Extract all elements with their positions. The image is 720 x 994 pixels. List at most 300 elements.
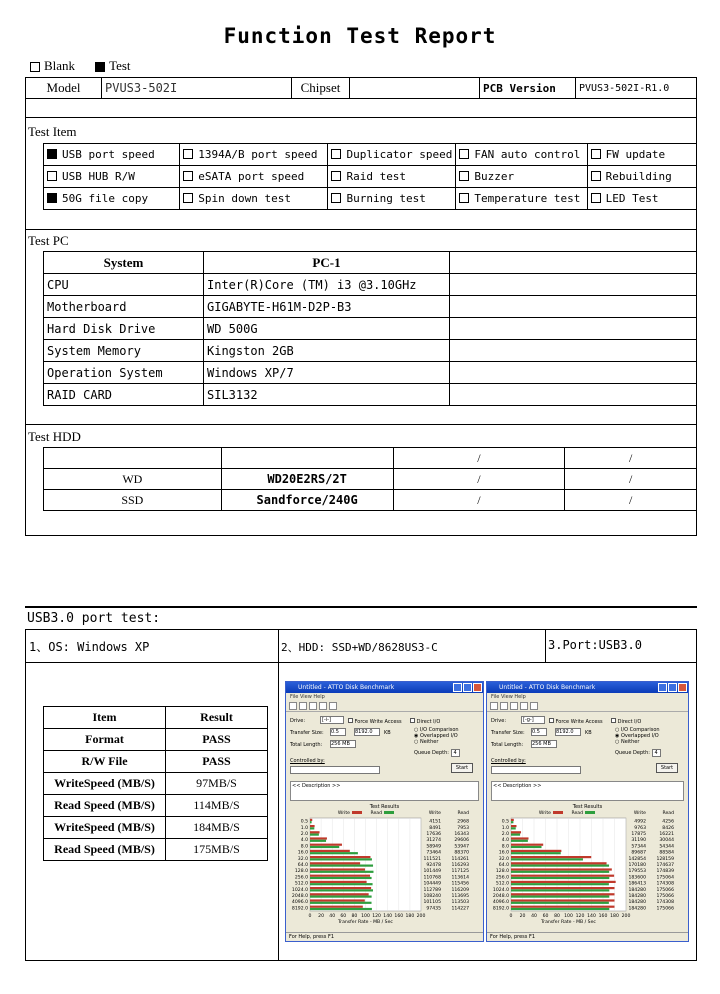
unchecked-box-icon[interactable] (459, 193, 469, 203)
opt-direct: Direct I/O (416, 719, 441, 725)
x-tick-label: 20 (519, 914, 526, 919)
atto-title: Untitled - ATTO Disk Benchmark (298, 684, 395, 691)
y-tick-label: 4096.0 (291, 900, 308, 906)
write-value: 73464 (426, 850, 441, 856)
filled-box-icon (95, 62, 105, 72)
bar-write (511, 881, 616, 883)
bar-write (511, 844, 543, 846)
bar-read (511, 865, 609, 867)
write-value: 104449 (423, 881, 441, 887)
empty-cell (450, 384, 697, 406)
x-tick-label: 60 (340, 914, 347, 919)
bar-read (310, 883, 373, 885)
queue-depth[interactable]: 4 (652, 749, 661, 757)
pcb-label: PCB Version (480, 78, 576, 99)
bar-write (310, 831, 320, 833)
status-bar: For Help, press F1 (286, 932, 483, 941)
chipset-label: Chipset (292, 78, 350, 99)
atto-window-2 (486, 681, 689, 942)
radio-icon[interactable]: ○ (414, 739, 419, 745)
y-tick-label: 2048.0 (492, 894, 509, 899)
x-tick-label: 0 (509, 914, 513, 919)
new-icon[interactable] (289, 702, 297, 710)
results-row (44, 839, 268, 861)
test-hdd-cell: WD (44, 469, 222, 490)
y-tick-label: 1.0 (501, 825, 509, 831)
results-row (44, 751, 268, 773)
bar-write (310, 875, 370, 877)
result-value: 114MB/S (166, 795, 268, 817)
unchecked-box-icon[interactable] (183, 171, 193, 181)
maximize-icon[interactable] (668, 683, 677, 692)
spec-name: System Memory (44, 340, 204, 362)
y-tick-label: 2.0 (300, 832, 308, 837)
y-tick-label: 32.0 (297, 856, 308, 862)
test-item-label: Spin down test (198, 192, 292, 205)
test-pc-label: Test PC (28, 233, 69, 248)
close-icon[interactable] (473, 683, 482, 692)
start-button[interactable]: Start (451, 763, 473, 773)
test-hdd-row (44, 490, 697, 511)
write-value: 8491 (429, 825, 441, 831)
bar-write (511, 899, 614, 901)
test-hdd-cell: SSD (44, 490, 222, 511)
queue-depth[interactable]: 4 (451, 749, 460, 757)
atto-titlebar (286, 682, 483, 693)
total-length[interactable]: 256 MB (330, 740, 356, 748)
print-icon[interactable] (520, 702, 528, 710)
help-icon[interactable] (329, 702, 337, 710)
atto-settings: Drive: [-i-] Force Write Access Direct I/O Transfer Size: 0.5 8192.0 KB ○ I/O Comparison ◉ Overlapped I/O ○ Neither Total Length: 256 MB Queue Depth: 4 Controlled by: Start (290, 716, 479, 778)
divider (25, 117, 697, 118)
x-tick-label: 120 (372, 914, 381, 919)
read-value: 115456 (451, 881, 469, 887)
bar-read (511, 896, 609, 898)
bar-write (511, 906, 614, 908)
y-tick-label: 256.0 (294, 875, 308, 881)
y-tick-label: 16.0 (297, 850, 308, 856)
write-value: 31190 (631, 838, 646, 844)
y-tick-label: 1.0 (300, 825, 308, 831)
atto-settings: Drive: [-g-] Force Write Access Direct I/O Transfer Size: 0.5 8192.0 KB ○ I/O Comparison ◉ Overlapped I/O ○ Neither Total Length: 256 MB Queue Depth: 4 Controlled by: Start (491, 716, 684, 778)
bar-read (511, 902, 609, 904)
write-value: 101449 (423, 869, 441, 875)
drive-select[interactable]: [-g-] (521, 716, 545, 724)
controlled-by: Controlled by: (290, 758, 325, 764)
radio-icon[interactable]: ◉ (615, 733, 620, 739)
save-icon[interactable] (309, 702, 317, 710)
read-value: 114227 (451, 906, 469, 912)
usb3-port: 3.Port:USB3.0 (548, 638, 642, 652)
description-box[interactable]: << Description >> (491, 781, 684, 801)
open-icon[interactable] (500, 702, 508, 710)
opt-direct: Direct I/O (617, 719, 642, 725)
results-title: Test Results (369, 804, 400, 810)
test-pc-table (43, 251, 697, 406)
write-value: 9763 (634, 825, 646, 831)
write-value: 184280 (628, 906, 646, 912)
test-hdd-row (44, 448, 697, 469)
bar-write (310, 868, 365, 870)
col-pc: PC-1 (204, 252, 450, 274)
bar-read (310, 821, 312, 823)
read-value: 174308 (656, 900, 674, 906)
opt-force: Force Write Access (555, 719, 603, 725)
bar-read (511, 871, 609, 873)
bar-read (310, 858, 372, 860)
unchecked-box-icon[interactable] (331, 193, 341, 203)
bar-write (310, 844, 342, 846)
legend-write: Write (538, 811, 551, 816)
test-item-label: LED Test (605, 192, 659, 205)
opt-overlapped: Overlapped I/O (419, 733, 458, 739)
result-value: 184MB/S (166, 817, 268, 839)
results-row (44, 729, 268, 751)
read-value: 175066 (656, 887, 674, 893)
test-item-label: 1394A/B port speed (198, 148, 318, 161)
x-tick-label: 160 (598, 914, 608, 919)
checkbox-icon[interactable] (348, 718, 353, 723)
legend-write-swatch (352, 811, 362, 814)
minimize-icon[interactable] (453, 683, 462, 692)
test-item-cell (587, 188, 696, 210)
x-tick-label: 80 (351, 914, 358, 919)
spec-value: GIGABYTE-H61M-D2P-B3 (204, 296, 450, 318)
results-row (44, 817, 268, 839)
test-hdd-cell: / (565, 490, 697, 511)
unchecked-box-icon[interactable] (591, 171, 601, 181)
bar-write (511, 825, 516, 827)
bar-write (511, 831, 521, 833)
read-value: 30044 (659, 838, 674, 844)
read-value: 114261 (451, 856, 469, 862)
checked-box-icon[interactable] (47, 149, 57, 159)
legend-read: Read (571, 811, 583, 816)
bar-write (511, 850, 561, 852)
bar-read (511, 846, 542, 848)
y-tick-label: 2048.0 (291, 894, 308, 899)
bar-write (310, 825, 315, 827)
radio-icon[interactable]: ◉ (414, 733, 419, 739)
result-value: 175MB/S (166, 839, 268, 861)
empty-cell (450, 296, 697, 318)
x-tick-label: 40 (329, 914, 336, 919)
bar-read (511, 858, 583, 860)
read-value: 2968 (457, 819, 469, 825)
usb3-heading: USB3.0 port test: (27, 611, 161, 626)
unchecked-box-icon[interactable] (183, 149, 193, 159)
save-icon[interactable] (510, 702, 518, 710)
legend-blank-label: Blank (44, 58, 76, 73)
y-tick-label: 64.0 (297, 863, 308, 868)
test-hdd-cell: / (393, 469, 565, 490)
bar-read (511, 827, 516, 829)
drive-select[interactable]: [-i-] (320, 716, 344, 724)
write-value: 184280 (628, 887, 646, 893)
bar-read (511, 889, 609, 891)
close-icon[interactable] (678, 683, 687, 692)
transfer-from[interactable]: 0.5 (330, 728, 346, 736)
read-value: 88370 (454, 850, 469, 856)
model-value: PVUS3-502I (102, 78, 292, 99)
new-icon[interactable] (490, 702, 498, 710)
test-hdd-cell: Sandforce/240G (221, 490, 393, 511)
test-item-row (44, 188, 697, 210)
result-item: Format (44, 729, 166, 751)
results-table (43, 706, 268, 861)
start-button[interactable]: Start (656, 763, 678, 773)
test-item-cell (328, 144, 456, 166)
results-row (44, 773, 268, 795)
transfer-unit: KB (384, 730, 391, 736)
test-pc-row (44, 362, 697, 384)
read-value: 128159 (656, 856, 674, 862)
col-read-header: Read (457, 811, 469, 816)
bar-write (511, 862, 607, 864)
spec-name: Operation System (44, 362, 204, 384)
bar-read (310, 846, 339, 848)
write-value: 183600 (628, 875, 646, 881)
result-value: 97MB/S (166, 773, 268, 795)
legend-test (95, 58, 130, 74)
usb3-os: 1、OS: Windows XP (29, 640, 150, 654)
read-value: 53947 (454, 844, 469, 850)
spec-value: Inter(R)Core (TM) i3 @3.10GHz (204, 274, 450, 296)
y-tick-label: 64.0 (498, 863, 509, 868)
test-item-cell (456, 166, 587, 188)
test-item-label: USB port speed (62, 148, 155, 161)
bar-write (511, 856, 591, 858)
pcb-value: PVUS3-502I-R1.0 (576, 78, 697, 99)
opt-force: Force Write Access (354, 719, 402, 725)
test-hdd-cell (221, 448, 393, 469)
bar-write (511, 893, 614, 895)
col-system: System (44, 252, 204, 274)
unchecked-box-icon[interactable] (331, 149, 341, 159)
print-icon[interactable] (319, 702, 327, 710)
usb3-vdivider-2 (545, 629, 546, 662)
bar-write (310, 819, 312, 821)
test-item-label: Burning test (346, 192, 426, 205)
test-item-label: 50G file copy (62, 192, 149, 205)
legend-blank (30, 58, 75, 74)
bar-read (511, 877, 609, 879)
legend (30, 58, 131, 74)
x-tick-label: 200 (416, 914, 426, 919)
read-value: 4256 (662, 819, 674, 825)
test-item-cell (587, 166, 696, 188)
atto-toolbar (286, 701, 483, 712)
write-value: 101105 (423, 900, 441, 906)
legend-read: Read (370, 811, 382, 816)
read-value: 113695 (451, 894, 469, 899)
test-item-label: Rebuilding (605, 170, 672, 183)
status-bar: For Help, press F1 (487, 932, 688, 941)
unchecked-box-icon[interactable] (591, 149, 601, 159)
x-tick-label: 180 (610, 914, 619, 919)
description-box[interactable]: << Description >> (290, 781, 479, 801)
minimize-icon[interactable] (658, 683, 667, 692)
empty-cell (450, 252, 697, 274)
test-hdd-cell (44, 448, 222, 469)
page-title: Function Test Report (223, 24, 497, 48)
read-value: 174308 (656, 881, 674, 887)
test-pc-row (44, 296, 697, 318)
test-hdd-cell: WD20E2RS/2T (221, 469, 393, 490)
unchecked-box-icon[interactable] (183, 193, 193, 203)
divider (25, 424, 697, 425)
atto-menu[interactable]: File View Help (290, 694, 325, 700)
write-value: 112789 (423, 887, 441, 893)
bar-write (511, 887, 614, 889)
write-value: 184280 (628, 894, 646, 899)
radio-icon[interactable]: ○ (615, 739, 620, 745)
test-hdd-cell: / (393, 490, 565, 511)
radio-icon[interactable]: ○ (615, 727, 620, 733)
maximize-icon[interactable] (463, 683, 472, 692)
write-value: 57344 (631, 844, 646, 850)
x-tick-label: 120 (575, 914, 585, 919)
x-axis-label: Transfer Rate - MB / Sec (541, 920, 596, 925)
y-tick-label: 4.0 (501, 838, 509, 844)
result-value: PASS (166, 729, 268, 751)
read-value: 174637 (656, 863, 674, 868)
empty-cell (450, 274, 697, 296)
bar-write (310, 837, 327, 839)
transfer-unit: KB (585, 730, 592, 736)
test-item-label: eSATA port speed (198, 170, 305, 183)
empty-cell (450, 318, 697, 340)
write-value: 184280 (628, 900, 646, 906)
test-hdd-cell: / (393, 448, 565, 469)
spec-name: Motherboard (44, 296, 204, 318)
checked-box-icon[interactable] (47, 193, 57, 203)
y-tick-label: 8.0 (501, 844, 509, 850)
test-item-label: FAN auto control (474, 148, 581, 161)
col-write-header: Write (428, 811, 441, 816)
result-item: WriteSpeed (MB/S) (44, 773, 166, 795)
help-icon[interactable] (530, 702, 538, 710)
bar-write (310, 899, 365, 901)
test-hdd-table (43, 447, 697, 511)
checkbox-icon[interactable] (410, 718, 415, 723)
read-value: 113503 (451, 900, 469, 906)
controlled-by-select[interactable] (290, 766, 380, 774)
bar-read (310, 896, 372, 898)
test-item-cell (180, 144, 328, 166)
chipset-value (350, 78, 480, 99)
x-tick-label: 0 (308, 914, 312, 919)
bar-read (511, 840, 528, 842)
opt-neither: Neither (620, 739, 640, 745)
transfer-from[interactable]: 0.5 (531, 728, 547, 736)
read-value: 116209 (451, 887, 469, 893)
test-pc-row (44, 340, 697, 362)
test-item-cell (180, 188, 328, 210)
write-value: 4992 (634, 819, 646, 825)
result-item: WriteSpeed (MB/S) (44, 817, 166, 839)
bar-read (310, 871, 373, 873)
read-value: 174839 (656, 869, 674, 875)
empty-cell (450, 340, 697, 362)
bar-write (310, 893, 369, 895)
read-value: 7953 (457, 825, 469, 831)
transfer-to[interactable]: 8192.0 (354, 728, 380, 736)
checkbox-icon[interactable] (549, 718, 554, 723)
write-value: 108240 (423, 894, 441, 899)
bar-write (310, 850, 350, 852)
bar-write (511, 837, 529, 839)
y-tick-label: 128.0 (294, 869, 308, 875)
test-item-label: USB HUB R/W (62, 170, 135, 183)
results-header-row (44, 707, 268, 729)
results-row (44, 795, 268, 817)
test-item-table (43, 143, 697, 210)
y-tick-label: 8192.0 (492, 906, 509, 912)
read-value: 175066 (656, 906, 674, 912)
opt-compare: I/O Comparison (620, 727, 660, 733)
y-tick-label: 32.0 (498, 856, 509, 862)
legend-write-swatch (553, 811, 563, 814)
unchecked-box-icon[interactable] (459, 171, 469, 181)
x-tick-label: 40 (531, 914, 537, 919)
test-item-cell (456, 144, 587, 166)
header-table (25, 77, 697, 99)
x-tick-label: 20 (318, 914, 325, 919)
results-col-result: Result (166, 707, 268, 729)
read-value: 16343 (454, 832, 469, 837)
x-tick-label: 160 (394, 914, 404, 919)
y-tick-label: 8.0 (300, 844, 308, 850)
read-value: 54344 (659, 844, 674, 850)
checkbox-icon[interactable] (611, 718, 616, 723)
unchecked-box-icon[interactable] (331, 171, 341, 181)
radio-icon[interactable]: ○ (414, 727, 419, 733)
empty-cell (450, 362, 697, 384)
x-tick-label: 140 (587, 914, 596, 919)
spec-name: CPU (44, 274, 204, 296)
x-tick-label: 60 (542, 914, 549, 919)
atto-menu[interactable]: File View Help (491, 694, 526, 700)
unchecked-box-icon[interactable] (591, 193, 601, 203)
x-tick-label: 100 (564, 914, 573, 919)
read-value: 88584 (659, 850, 674, 856)
bar-read (511, 834, 520, 836)
y-tick-label: 512.0 (294, 881, 308, 887)
x-axis-label: Transfer Rate - MB / Sec (338, 920, 393, 925)
write-value: 111521 (423, 856, 441, 862)
atto-title: Untitled - ATTO Disk Benchmark (499, 684, 596, 691)
bar-write (310, 887, 371, 889)
result-value: PASS (166, 751, 268, 773)
opt-overlapped: Overlapped I/O (620, 733, 659, 739)
bar-read (511, 908, 609, 910)
unchecked-box-icon[interactable] (459, 149, 469, 159)
legend-write: Write (337, 811, 350, 816)
model-label: Model (26, 78, 102, 99)
y-tick-label: 0.5 (501, 819, 509, 825)
usb3-vdivider (278, 629, 279, 961)
transfer-to[interactable]: 8192.0 (555, 728, 581, 736)
write-value: 4151 (429, 819, 441, 825)
total-length[interactable]: 256 MB (531, 740, 557, 748)
test-item-cell (456, 188, 587, 210)
open-icon[interactable] (299, 702, 307, 710)
controlled-by-select[interactable] (491, 766, 581, 774)
y-tick-label: 512.0 (495, 881, 509, 887)
unchecked-box-icon[interactable] (47, 171, 57, 181)
col-write-header: Write (633, 811, 646, 816)
